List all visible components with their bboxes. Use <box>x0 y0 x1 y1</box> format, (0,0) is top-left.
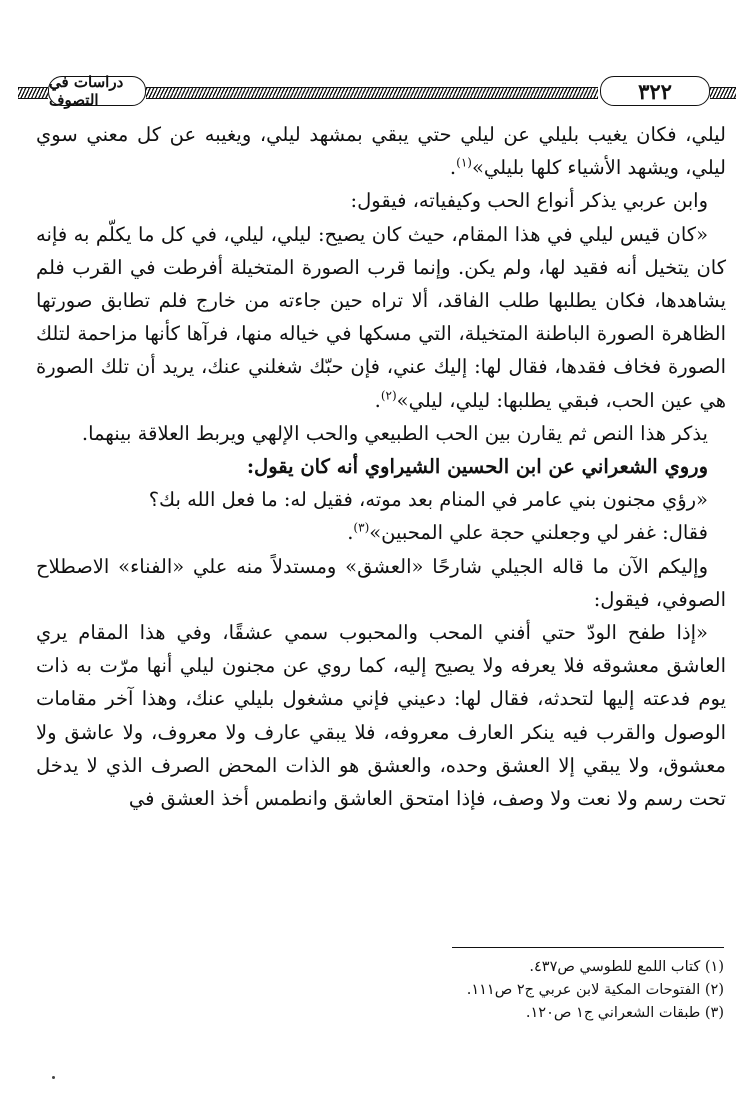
footnote-2: (٢) الفتوحات المكية لابن عربي ج٢ ص١١١. <box>466 982 724 998</box>
paragraph-5 <box>36 450 726 483</box>
paragraph-3: «كان قيس ليلي في هذا المقام، حيث كان يصيح: ليلي، ليلي، في كل ما يكلّم به فإنه كان يتخيل أنه فقيد لها، ولم يكن. وإنما قرب الصورة المتخيلة أفرطت في القرب فلم يشاهدها، فكان يطلبها طلب الفاقد، ألا تراه حين جاءته من خارج فلم تطابق صورتها الظاهرة الصورة الباطنة المتخيلة، التي مسكها في خياله منها، فرآها كأنها مزاحمة لتلك الصورة فخاف فقدها، فقال لها: إليك عني، فإن حبّك شغلني عنك، يريد أن تلك الصورة هي عين الحب، فبقي يطلبها: ليلي، ليلي»$^{(٢)}$. <box>36 222 726 412</box>
paragraph-text: «كان قيس ليلي في هذا المقام، حيث كان يصيح: ليلي، ليلي، في كل ما يكلّم به فإنه كان يتخيل أنه فقيد لها، ولم يكن. وإنما قرب الصورة المتخيلة أفرطت في القرب فلم يشاهدها، فكان يطلبها طلب الفاقد، ألا تراه حين جاءته من خارج فلم تطابق صورتها الظاهرة الصورة الباطنة المتخيلة، التي مسكها في خياله منها، فرآها كأنها مزاحمة لتلك الصورة فخاف فقدها، فقال لها: إليك عني، فإن حبّك شغلني عنك، يريد أن تلك الصورة هي عين الحب، فبقي يطلبها: ليلي، ليلي» <box>36 222 726 412</box>
paragraph-7: فقال: غفر لي وجعلني حجة علي المحبين»$^{(٣)}$. <box>347 520 708 545</box>
paragraph-text: يذكر هذا النص ثم يقارن بين الحب الطبيعي والحب الإلهي ويربط العلاقة بينهما. <box>81 421 708 445</box>
header-ornament-right <box>710 87 736 99</box>
running-header <box>18 73 736 109</box>
footnote-ref: (٢) <box>380 388 397 403</box>
page-number: ٣٢٢ <box>600 76 710 106</box>
paragraph-text: وروي الشعراني عن ابن الحسين الشيراوي أنه كان يقول: <box>246 455 708 479</box>
book-title: دراسات في التصوف <box>48 76 146 106</box>
paragraph-6 <box>36 483 726 516</box>
paragraph-text: ليلي، فكان يغيب بليلي عن ليلي حتي يبقي بمشهد ليلي، ويغيبه عن كل معني سوي ليلي، ويشهد الأشياء كلها بليلي» <box>36 123 726 180</box>
paragraph-text: «إذا طفح الودّ حتي أفني المحب والمحبوب سمي عشقًا، وفي هذا المقام يري العاشق معشوقه فلا يعرفه ولا يصيح إليه، كما روي عن مجنون ليلي أنها مرّت به ذات يوم فدعته إليها لتحدثه، فقال لها: دعيني فإني مشغول بليلي عنك، وهذا آخر مقامات الوصول والقرب فيه ينكر العارف معروفه، فلا يبقي عارف ولا معروف، ولا عاشق ولا معشوق، ولا يبقي إلا العشق وحده، والعشق هو الذات المحض الصرف الذي لا يدخل تحت رسم ولا نعت ولا وصف، فإذا امتحق العاشق وانطمس أخذ العشق في <box>36 621 726 811</box>
paragraph-1: ليلي، فكان يغيب بليلي عن ليلي حتي يبقي بمشهد ليلي، ويغيبه عن كل معني سوي ليلي، ويشهد الأشياء كلها بليلي»$^{(١)}$. <box>36 123 726 180</box>
header-ornament-left <box>18 87 48 99</box>
paragraph-8 <box>36 550 726 616</box>
footnote-ref: (٣) <box>353 520 370 535</box>
paragraph-text: «رؤي مجنون بني عامر في المنام بعد موته، فقيل له: ما فعل الله بك؟ <box>148 488 708 512</box>
footnote-1: (١) كتاب اللمع للطوسي ص٤٣٧. <box>529 959 724 975</box>
header-ornament-middle <box>146 87 598 99</box>
paragraph-9 <box>36 616 726 815</box>
paragraph-text: فقال: غفر لي وجعلني حجة علي المحبين» <box>369 521 708 545</box>
main-text <box>36 118 726 815</box>
footnote-3: (٣) طبقات الشعراني ج١ ص١٢٠. <box>525 1005 724 1021</box>
footnotes <box>40 956 726 1025</box>
paragraph-text: وإليكم الآن ما قاله الجيلي شارحًا «العشق» ومستدلاً منه علي «الفناء» الاصطلاح الصوفي، فيقول: <box>36 554 726 611</box>
footnote-separator <box>452 947 724 948</box>
paragraph-4 <box>36 417 726 450</box>
paragraph-2 <box>36 184 726 217</box>
paragraph-text: وابن عربي يذكر أنواع الحب وكيفياته، فيقول: <box>350 189 708 213</box>
footnote-ref: (١) <box>456 155 472 170</box>
scan-speck <box>52 1076 55 1079</box>
